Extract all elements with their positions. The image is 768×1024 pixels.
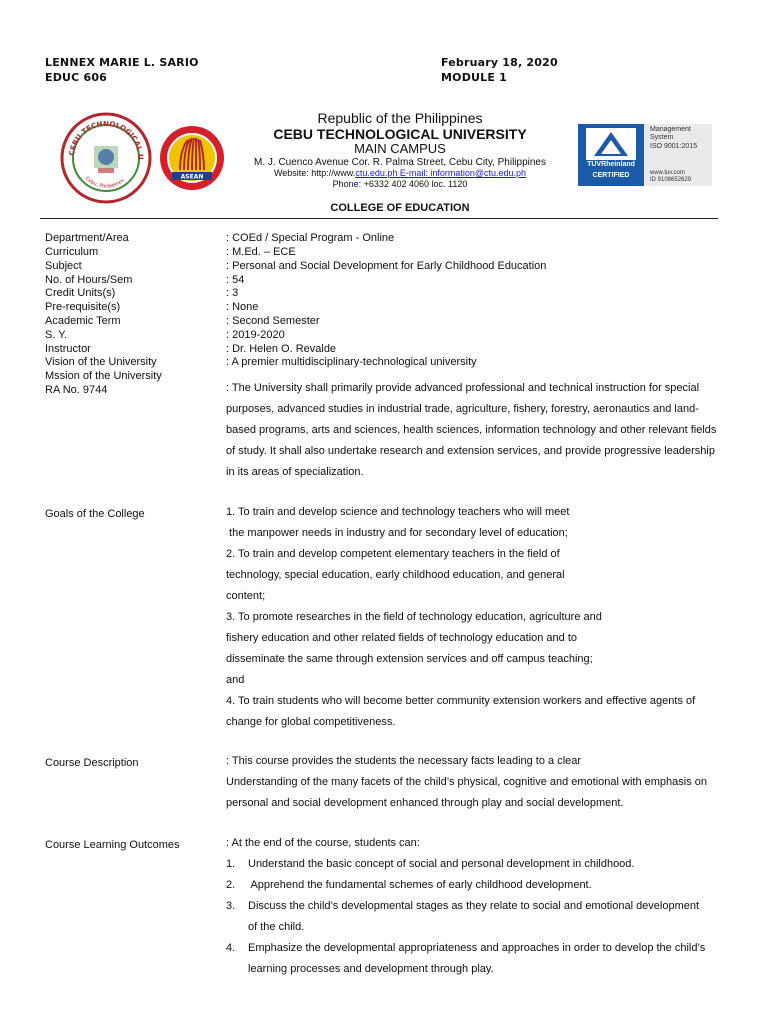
detail-label: Pre-requisite(s) <box>45 301 121 313</box>
outcome-line: Apprehend the fundamental schemes of early childhood development. <box>248 879 592 891</box>
goals-list <box>226 502 722 733</box>
outcome-item <box>226 896 722 938</box>
outcomes-label: Course Learning Outcomes <box>45 839 180 851</box>
asean-logo <box>158 124 226 192</box>
tuv-certified-label: CERTIFIED <box>592 172 630 179</box>
detail-label: Instructor <box>45 343 91 355</box>
detail-label: Vision of the University <box>45 356 157 368</box>
college-name: COLLEGE OF EDUCATION <box>330 202 470 214</box>
tuv-brand: TÜVRheinland <box>587 161 635 168</box>
detail-value: : 2019-2020 <box>226 329 285 341</box>
outcome-item <box>226 854 722 875</box>
description-paragraph <box>226 751 722 814</box>
goal-line: the manpower needs in industry and for secondary level of education; <box>226 527 568 539</box>
outcome-line: learning processes and development through play. <box>248 963 494 975</box>
mission-line: in its areas of specialization. <box>226 466 364 478</box>
mission-line: : The University shall primarily provide advanced professional and technical instruction for special <box>226 382 700 394</box>
header-divider <box>40 218 718 219</box>
outcome-number: 3. <box>226 900 236 912</box>
description-line: personal and social development enhanced through play and social development. <box>226 797 624 809</box>
goal-line: 3. To promote researches in the field of technology education, agriculture and <box>226 611 602 623</box>
course-code: EDUC 606 <box>45 71 108 84</box>
module-label: MODULE 1 <box>441 71 507 84</box>
svg-text:Cebu, Philippines: Cebu, Philippines <box>83 175 126 190</box>
goal-line: fishery education and other related fields of technology education and to <box>226 632 578 644</box>
outcome-item <box>226 938 722 980</box>
detail-value: : Personal and Social Development for Early Childhood Education <box>226 260 547 272</box>
outcome-line: Emphasize the developmental appropriateness and approaches in order to develop the child’s <box>248 942 706 954</box>
detail-label: No. of Hours/Sem <box>45 274 133 286</box>
email-link[interactable]: E-mail: information@ctu.edu.ph <box>397 168 527 178</box>
detail-label: Mssion of the University <box>45 370 162 382</box>
tuv-certificate-badge <box>578 124 712 186</box>
university-address: M. J. Cuenco Avenue Cor. R. Palma Street, Cebu City, Philippines <box>254 157 546 168</box>
mission-line: purposes, advanced studies in industrial trade, agriculture, fishery, forestry, aeronautics and land- <box>226 403 699 415</box>
goal-line: technology, special education, early childhood education, and general <box>226 569 565 581</box>
detail-label: RA No. 9744 <box>45 384 108 396</box>
detail-label: Academic Term <box>45 315 121 327</box>
mission-line: of study. It shall also undertake research and extension services, and provide progressive leadership <box>226 445 715 457</box>
description-line: Understanding of the many facets of the child’s physical, cognitive and emotional with emphasis on <box>226 776 708 788</box>
mission-line: based programs, arts and sciences, health sciences, information technology and other relevant fields <box>226 424 717 436</box>
detail-value: : Second Semester <box>226 315 320 327</box>
detail-value: : Dr. Helen O. Revalde <box>226 343 337 355</box>
outcome-number: 1. <box>226 858 236 870</box>
detail-value: : 54 <box>226 274 245 286</box>
goal-line: 4. To train students who will become better community extension workers and effective agents of <box>226 695 696 707</box>
university-seal-logo <box>60 112 152 204</box>
phone-line: Phone: +6332 402 4060 loc. 1120 <box>332 179 468 189</box>
university-name: CEBU TECHNOLOGICAL UNIVERSITY <box>273 126 527 142</box>
website-prefix: Website: http://www. <box>273 168 356 178</box>
outcome-number: 2. <box>226 879 236 891</box>
republic-line: Republic of the Philippines <box>317 110 483 126</box>
svg-text:CEBU TECHNOLOGICAL UNIVERSITY: CEBU TECHNOLOGICAL U <box>67 118 146 160</box>
outcomes-list <box>226 833 722 980</box>
cert-site: www.tuv.com <box>650 170 685 176</box>
detail-label: Curriculum <box>45 246 99 258</box>
cert-id: ID 9108652629 <box>650 177 692 183</box>
description-label: Course Description <box>45 757 139 769</box>
detail-value: : COEd / Special Program - Online <box>226 232 395 244</box>
cert-standard: ISO 9001:2015 <box>650 143 698 150</box>
campus-name: MAIN CAMPUS <box>354 141 446 156</box>
mission-paragraph <box>226 378 722 483</box>
cert-title-line1: Management <box>650 126 691 133</box>
outcomes-intro: : At the end of the course, students can: <box>226 837 420 849</box>
outcome-number: 4. <box>226 942 236 954</box>
website-line <box>220 168 580 178</box>
asean-logo-text: ASEAN <box>180 173 204 181</box>
detail-label: Subject <box>45 260 82 272</box>
detail-value: : 3 <box>226 287 239 299</box>
goal-line: change for global competitiveness. <box>226 716 396 728</box>
detail-value: : None <box>226 301 259 313</box>
description-line: : This course provides the students the necessary facts leading to a clear <box>226 755 582 767</box>
detail-value: : A premier multidisciplinary-technological university <box>226 356 477 368</box>
outcome-line: of the child. <box>248 921 305 933</box>
detail-value: : M.Ed. – ECE <box>226 246 296 258</box>
goal-line: and <box>226 674 245 686</box>
outcome-item <box>226 875 722 896</box>
goal-line: content; <box>226 590 266 602</box>
website-link[interactable]: ctu.edu.ph <box>355 168 398 178</box>
goal-line: disseminate the same through extension services and off campus teaching; <box>226 653 593 665</box>
outcome-line: Understand the basic concept of social and personal development in childhood. <box>248 858 635 870</box>
tuv-mark <box>578 124 644 186</box>
goal-line: 2. To train and develop competent elementary teachers in the field of <box>226 548 560 560</box>
goals-label: Goals of the College <box>45 508 145 520</box>
student-name: LENNEX MARIE L. SARIO <box>45 56 199 69</box>
detail-label: S. Y. <box>45 329 68 341</box>
cert-title-line2: System <box>650 134 674 141</box>
detail-label: Credit Units(s) <box>45 287 116 299</box>
detail-label: Department/Area <box>45 232 129 244</box>
document-date: February 18, 2020 <box>441 56 558 69</box>
outcome-line: Discuss the child’s developmental stages as they relate to social and emotional development <box>248 900 700 912</box>
goal-line: 1. To train and develop science and technology teachers who will meet <box>226 506 570 518</box>
